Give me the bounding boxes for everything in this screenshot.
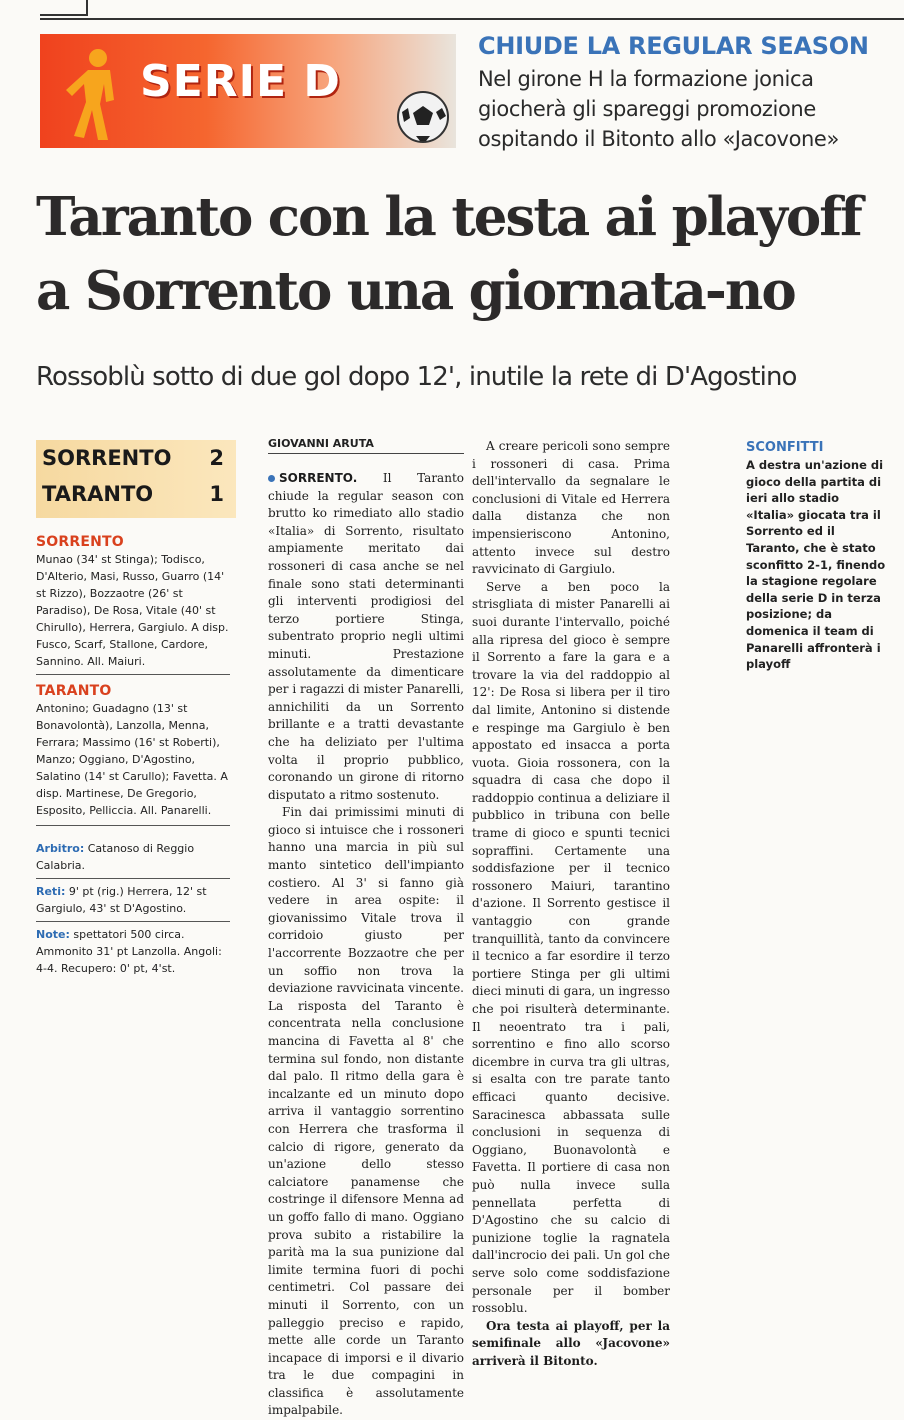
score-row-away: [42, 478, 232, 514]
bullet-icon: [268, 475, 275, 482]
divider: [36, 878, 230, 879]
byline: GIOVANNI ARUTA: [268, 437, 464, 454]
headline: [36, 180, 902, 328]
article-column-1: [268, 470, 464, 1420]
subheadline: Rossoblù sotto di due gol dopo 12', inutile la rete di D'Agostino: [36, 362, 797, 392]
notes-text: spettatori 500 circa. Ammonito 31' pt Lanzolla. Angoli: 4-4. Recupero: 0' pt, 4'st.: [36, 928, 222, 975]
away-lineup: Antonino; Guadagno (13' st Bonavolontà), Lanzolla, Menna, Ferrara; Massimo (16' st Roberti), Manzo; Oggiano, D'Agostino, Salatino (14' st Carullo); Favetta. A disp. Martinese, De Gregorio, Esposito, Pelliccia. All. Panarelli.: [36, 702, 228, 817]
caption-title: SCONFITTI: [746, 440, 824, 455]
notes-label: Note:: [36, 928, 70, 941]
paragraph: Fin dai primissimi minuti di gioco si intuisce che i rossoneri hanno una marcia in più sul manto sintetico dell'impianto costiero. Al 3' si fanno già vedere in area ospite: il giovanissimo Vitale trova il corridoio giusto per l'accorrente Bozzaotre che per un soffio non trova la deviazione ravvicinata vincente. La risposta del Taranto è concentrata nella conclusione mancina di Favetta al 8' che termina sul fondo, non distante dal palo. Il ritmo della gara è incalzante ed un minuto dopo arriva il vantaggio sorrentino con Herrera che trasforma il calcio di rigore, generato da un'azione dello stesso calciatore panamense che costringe il difensore Menna ad un goffo fallo di mano. Oggiano prova subito a ristabilire la parità ma la sua punizione dal limite termina fuori di pochi centimetri. Col passare dei minuti il Sorrento, con un palleggio preciso e rapido, mette alle corde un Taranto incapace di imporsi e il divario tra le due compagini in classifica è assolutamente impalpabile.: [268, 805, 464, 1418]
team-name: TARANTO: [42, 482, 154, 506]
dateline: SORRENTO.: [279, 471, 358, 485]
away-lineup-title: TARANTO: [36, 683, 112, 699]
paragraph: A creare pericoli sono sempre i rossoneri di casa. Prima dell'intervallo da segnalare le conclusioni di Vitale ed Herrera dalla distanza che non impensieriscono Antonino, attento invece sul destro ravvicinato di Gargiulo.: [472, 439, 670, 577]
headline-line-2: a Sorrento una giornata-no: [36, 260, 795, 322]
goals-info: [36, 883, 230, 917]
section-banner: [40, 34, 456, 148]
paragraph: Serve a ben poco la strisgliata di mister Panarelli ai suoi durante l'intervallo, poiché alla ripresa del gioco è sempre il Sorrento a fare la gara e a trovare la via del raddoppio al 12': De Rosa si libera per il tiro dal limite, Antonino si distende e respinge ma Gargiulo è ben appostato ed insacca a porta vuota. Gioia rossonera, con la squadra di casa che dopo il raddoppio continua a deliziare il pubblico in tribuna con belle trame di gioco e spunti tecnici sopraffini. Certamente una soddisfazione per il tecnico rossonero Maiuri, tarantino d'azione. Il Sorrento gestisce il vantaggio con grande tranquillità, tanto da convincere il tecnico a far esordire il terzo portiere Stinga per gli ultimi dieci minuti di gara, un ingresso che poi risulterà determinante. Il neoentrato tra i pali, sorrentino e fino allo scorso dicembre in curva tra gli ultras, si esalta con tre parate tanto efficaci quanto decisive. Saracinesca abbassata sulle conclusioni in sequenza di Oggiano, Buonavolontà e Favetta. Il portiere di casa non può nulla invece sulla pennellata perfetta di D'Agostino che su calcio di punizione toglie la ragnatela dall'incrocio dei pali. Un gol che serve solo come soddisfazione personale per il bomber rossoblu.: [472, 579, 670, 1316]
soccer-ball-icon: [396, 90, 450, 144]
section-label: SERIE D: [140, 56, 341, 107]
goals-text: 9' pt (rig.) Herrera, 12' st Gargiulo, 43' st D'Agostino.: [36, 885, 207, 915]
referee-info: [36, 840, 230, 874]
lineups-box: [36, 534, 230, 977]
paragraph: SORRENTO. Il Taranto chiude la regular season con brutto ko rimediato allo stadio «Italia» di Sorrento, risultato ampiamente meritato dai rossoneri di casa anche se nel finale sono stati determinanti gli interventi prodigiosi del terzo portiere Stinga, subentrato proprio negli ultimi minuti. Prestazione assolutamente da dimenticare per i ragazzi di mister Panarelli, annichiliti da un Sorrento brillante e a tratti devastante che ha deliziato per l'ultima volta il proprio pubblico, coronando un girone di ritorno disputato a ritmo sostenuto.: [268, 471, 464, 802]
divider: [36, 921, 230, 922]
team-goals: 2: [209, 446, 224, 470]
divider: [36, 674, 230, 675]
photo-caption: A destra un'azione di gioco della partita di ieri allo stadio «Italia» giocata tra il Sorrento ed il Taranto, che è stato sconfitto 2-1, finendo la stagione regolare della serie D in terza posizione; da domenica il team di Panarelli affronterà i playoff: [746, 458, 886, 672]
footballer-icon: [60, 44, 130, 144]
home-lineup-title: SORRENTO: [36, 534, 124, 550]
referee-text: Catanoso di Reggio Calabria.: [36, 842, 195, 872]
kicker: CHIUDE LA REGULAR SEASON: [478, 32, 869, 60]
divider: [36, 825, 230, 826]
home-lineup: Munao (34' st Stinga); Todisco, D'Alterio, Masi, Russo, Guarro (14' st Rizzo), Bozzaotre (26' st Paradiso), De Rosa, Vitale (40' st Chirullo), Herrera, Gargiulo. A disp. Fusco, Scarf, Stallone, Cardore, Sannino. All. Maiuri.: [36, 553, 229, 668]
paragraph: Ora testa ai playoff, per la semifinale allo «Jacovone» arriverà il Bitonto.: [472, 1318, 670, 1368]
deck: Nel girone H la formazione jonica giocherà gli spareggi promozione ospitando il Bitonto allo «Jacovone»: [478, 67, 839, 151]
top-rule: [40, 0, 904, 20]
team-goals: 1: [209, 482, 224, 506]
notes-info: [36, 926, 230, 977]
referee-label: Arbitro:: [36, 842, 85, 855]
goals-label: Reti:: [36, 885, 66, 898]
article-column-2: [472, 438, 670, 1370]
headline-line-1: Taranto con la testa ai playoff: [36, 186, 861, 248]
scoreboard: [36, 440, 236, 518]
team-name: SORRENTO: [42, 446, 172, 470]
score-row-home: [42, 442, 232, 478]
